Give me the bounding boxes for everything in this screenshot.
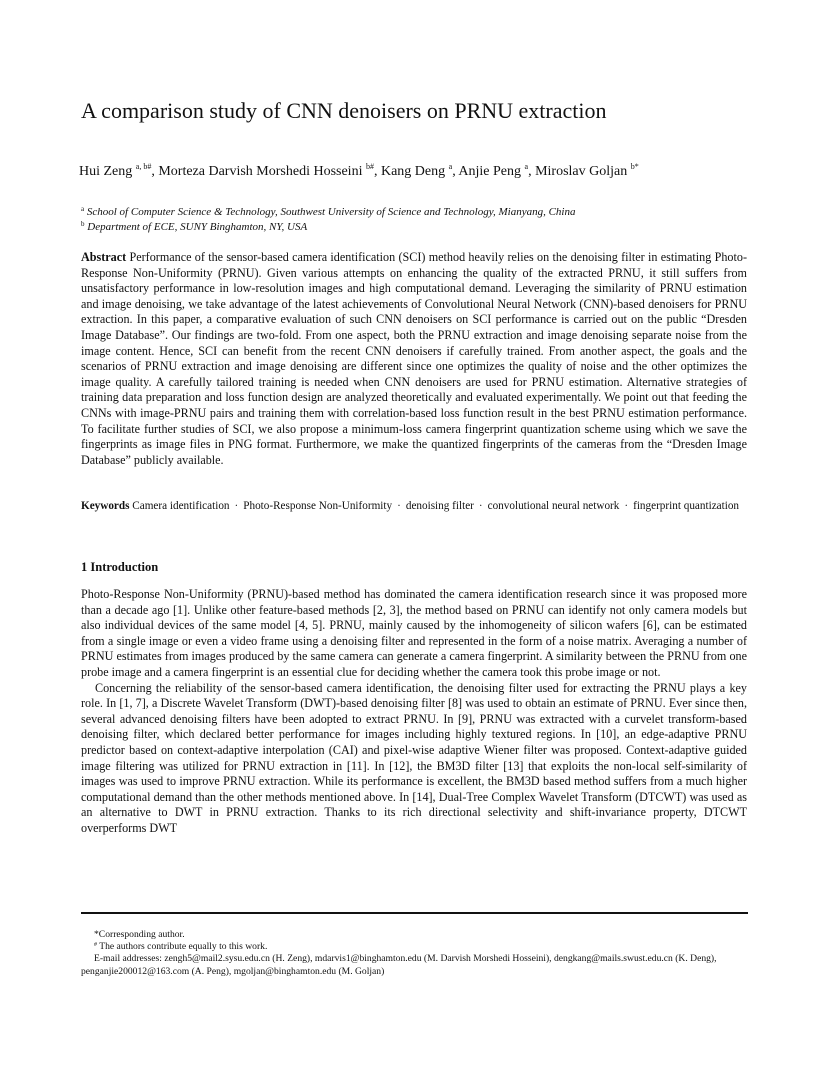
- author-name: Morteza Darvish Morshedi Hosseini: [158, 164, 363, 179]
- affiliation-text: School of Computer Science & Technology, Southwest University of Science and Technology, Mianyang, China: [86, 206, 576, 218]
- abstract-label: Abstract: [81, 250, 127, 264]
- author-name: Kang Deng: [380, 164, 446, 179]
- author-name: Miroslav Goljan: [535, 164, 628, 179]
- keyword-item: Camera identification: [132, 500, 230, 512]
- author-list: Hui Zeng $^{a, b\#}$, Morteza Darvish Morshedi Hosseini $^{b\#}$, Kang Deng $^a$, Anjie Peng $^a$, Miroslav Goljan $^{b*}$: [79, 162, 639, 179]
- paragraph: Concerning the reliability of the sensor-based camera identification, the denoising filter used for extracting the PRNU plays a key role. In [1, 7], a Discrete Wavelet Transform (DWT)-based denoising filter [8] was used to obtain an estimate of PRNU. Ever since then, several advanced denoising filters have been adopted to extract PRNU. In [9], PRNU was extracted with a curvelet transform-based denoising filter, which declared better performance for images including highly textured regions. In [10], an edge-adaptive PRNU predictor based on context-adaptive interpolation (CAI) and pixel-wise adaptive Wiener filter was proposed. Context-adaptive guided image filtering was utilized for PRNU extraction in [11]. In [12], the BM3D filter [13] that exploits the non-local self-similarity of images was used to improve PRNU extraction. While its performance is excellent, the BM3D based method suffers from a much higher computational demand than the other methods mentioned above. In [14], Dual-Tree Complex Wavelet Transform (DTCWT) was used as an alternative to DWT in PRNU extraction. Thanks to its rich directional selectivity and shift-invariance property, DTCWT overperforms DWT: [81, 680, 747, 835]
- author-name: Anjie Peng: [458, 164, 522, 179]
- author-affiliation-mark: b#: [365, 162, 374, 171]
- keyword-separator: ·: [397, 500, 401, 512]
- affiliation-list: [81, 205, 747, 235]
- keyword-separator: ·: [478, 500, 483, 512]
- section-heading: 1 Introduction: [81, 560, 159, 574]
- keyword-separator: ·: [234, 500, 239, 512]
- paragraph: Photo-Response Non-Uniformity (PRNU)-based method has dominated the camera identification research since it was proposed more than a decade ago [1]. Unlike other feature-based methods [2, 3], the method based on PRNU can identify not only camera models but also individual devices of the same model [4, 5]. PRNU, mainly caused by the inhomogeneity of silicon wafers [6], can be estimated from a single image or even a video frame using a denoising filter and represented in the form of a noise matrix. Averaging a number of PRNU estimates from images produced by the same camera can generate a camera fingerprint. A similarity between the PRNU from one probe image and a camera fingerprint is an essential clue for deciding whether the camera took this probe image or not.: [81, 587, 747, 679]
- keyword-item: fingerprint quantization: [633, 500, 740, 512]
- keywords: [81, 499, 747, 514]
- affiliation-text: Department of ECE, SUNY Binghamton, NY, USA: [87, 221, 308, 233]
- author-name: Hui Zeng: [79, 164, 133, 179]
- affiliation-mark: a: [81, 205, 85, 213]
- keyword-item: Photo-Response Non-Uniformity: [243, 500, 393, 512]
- footnotes: [81, 929, 747, 978]
- footnote-divider: [81, 912, 748, 914]
- introduction-body: [81, 587, 747, 837]
- author-affiliation-mark: a: [524, 162, 529, 171]
- keyword-item: convolutional neural network: [487, 500, 620, 512]
- abstract: [81, 250, 747, 468]
- keyword-separator: ·: [624, 500, 629, 512]
- footnote-equal-contribution: [81, 941, 747, 953]
- footnote-mark: #: [94, 942, 97, 949]
- abstract-text: Performance of the sensor-based camera identification (SCI) method heavily relies on the denoising filter in estimating Photo-Response Non-Uniformity (PRNU). Given various attempts on enhancing the quality of the extracted PRNU, it still suffers from unsatisfactory performance in low-resolution images and high computational demand. Leveraging the similarity of PRNU estimation and image denoising, we take advantage of the latest achievements of Convolutional Neural Network (CNN)-based denoisers for PRNU extraction. In this paper, a comparative evaluation of such CNN denoisers on SCI performance is carried out on the public “Dresden Image Database”. Our findings are two-fold. From one aspect, both the PRNU extraction and image denoising separate noise from the image content. Hence, SCI can benefit from the recent CNN denoisers if carefully trained. From another aspect, the goals and the scenarios of PRNU extraction and image denoising are different since one optimizes the quality of noise and the other optimizes the image quality. A carefully tailored training is needed when CNN denoisers are used for PRNU estimation. Alternative strategies of training data preparation and loss function design are analyzed theoretically and evaluated experimentally. We point out that feeding the CNNs with image-PRNU pairs and training them with correlation-based loss function result in the best PRNU estimation performance. To facilitate further studies of SCI, we also propose a minimum-loss camera fingerprint quantization scheme using which we save the fingerprints as image files in PNG format. Furthermore, we make the quantized fingerprints of the cameras from the “Dresden Image Database” publicly available.: [81, 250, 747, 467]
- affiliation-mark: b: [81, 220, 85, 228]
- paper-title: A comparison study of CNN denoisers on PRNU extraction: [81, 98, 607, 123]
- author-affiliation-mark: a: [448, 162, 453, 171]
- footnote-emails: E-mail addresses: zengh5@mail2.sysu.edu.cn (H. Zeng), mdarvis1@binghamton.edu (M. Darvish Morshedi Hosseini), dengkang@mails.swust.edu.cn (K. Deng), penganjie200012@163.com (A. Peng), mgoljan@binghamton.edu (M. Goljan): [81, 953, 717, 977]
- affiliation-item: [81, 205, 747, 220]
- keyword-item: denoising filter: [405, 500, 474, 512]
- author-affiliation-mark: b*: [630, 162, 639, 171]
- keywords-label: Keywords: [81, 500, 130, 512]
- footnote-corresponding: *Corresponding author.: [94, 929, 185, 940]
- author-affiliation-mark: a, b#: [135, 162, 152, 171]
- footnote-text: The authors contribute equally to this work.: [97, 941, 268, 953]
- affiliation-item: [81, 220, 747, 235]
